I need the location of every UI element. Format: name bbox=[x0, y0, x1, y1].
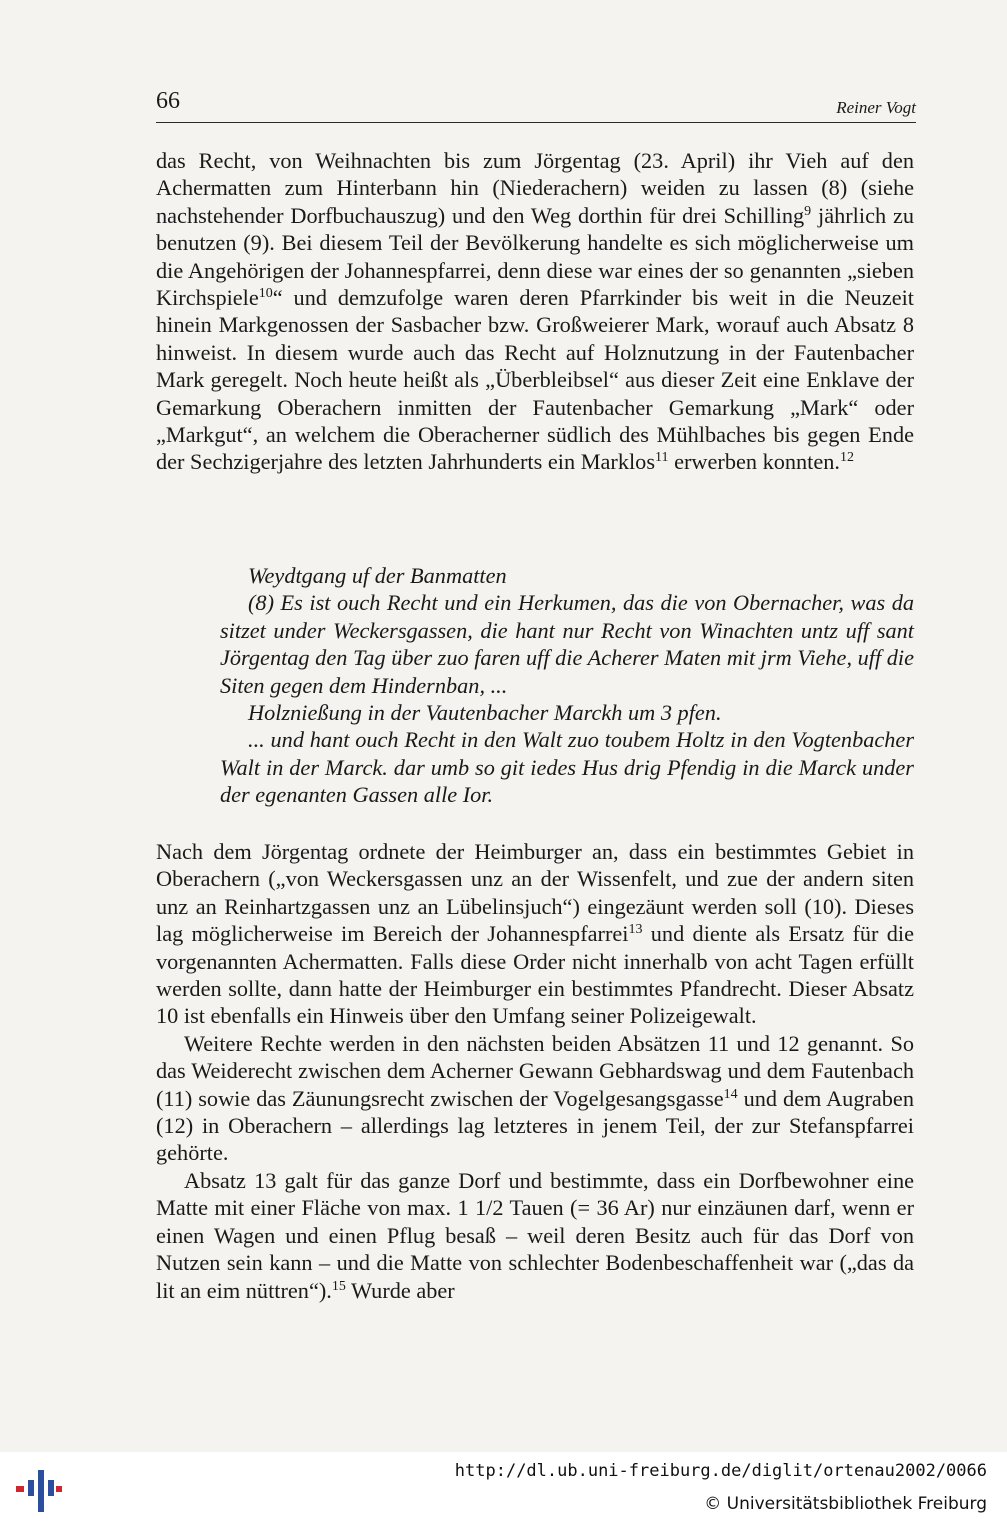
text-run: Absatz 13 galt für das ganze Dorf und bestimmte, dass ein Dorfbewohner eine Matte mit einer Fläche von max. 1 1/2 Tauen (= 36 Ar) nur einzäunen darf, wenn er einen Wagen und einen Pflug besaß – weil deren Besitz auch für das Dorf von Nutzen sein kann – und die Matte von schlechter Bodenbeschaffenheit war („das da lit an eim nüttren“). bbox=[156, 1167, 914, 1303]
body-paragraphs-2 bbox=[156, 838, 914, 1304]
text-run: jährlich zu benutzen (9). Bei diesem Teil der Bevölkerung handelte es sich möglicherweise um die Angehörigen der Johannespfarrei, denn diese war eines der so genannten „sieben Kirchspiele bbox=[156, 202, 914, 311]
ub-freiburg-logo-icon bbox=[14, 1466, 62, 1514]
quote-heading: Weydtgang uf der Banmatten bbox=[248, 563, 507, 588]
footnote-ref: 9 bbox=[804, 203, 812, 219]
footnote-ref: 13 bbox=[628, 922, 643, 938]
page-header bbox=[156, 88, 916, 123]
footnote-ref: 15 bbox=[331, 1278, 346, 1294]
text-run: das Recht, von Weihnachten bis zum Jörgentag (23. April) ihr Vieh auf den Achermatten zum Hinterbann hin (Niederachern) weiden zu lassen (8) (siehe nachstehender Dorfbuchauszug) und den Weg dorthin für drei Schilling bbox=[156, 148, 914, 228]
body-paragraph-1 bbox=[156, 147, 914, 476]
footnote-ref: 12 bbox=[840, 450, 854, 466]
block-quote bbox=[220, 562, 914, 809]
body-paragraph-2 bbox=[156, 838, 914, 1030]
text-run: und diente als Ersatz für die vorgenannten Achermatten. Falls diese Order nicht innerhalb von acht Tagen erfüllt werden sollte, dann hatte der Heimburger ein bestimmtes Pfandrecht. Dieser Absatz 10 ist ebenfalls ein Hinweis über den Umfang seiner Polizeigewalt. bbox=[156, 921, 914, 1029]
quote-heading: Holznießung in der Vautenbacher Marckh um 3 pfen. bbox=[248, 700, 722, 726]
body-paragraph-3 bbox=[156, 1030, 914, 1167]
quote-paragraph: ... und hant ouch Recht in den Walt zuo toubem Holtz in den Vogtenbacher Walt in der Marck. dar umb so git iedes Hus drig Pfendig in die Marck under der egenanten Gassen alle Ior. bbox=[220, 727, 914, 808]
body-paragraph-4 bbox=[156, 1167, 914, 1304]
footnote-ref: 14 bbox=[723, 1086, 738, 1102]
text-run: und dem Augraben (12) in Oberachern – allerdings lag letzteres in jenem Teil, der zur Stefanspfarrei gehörte. bbox=[156, 1085, 914, 1166]
running-head-author: Reiner Vogt bbox=[836, 98, 916, 117]
permalink-link[interactable]: http://dl.ub.uni-freiburg.de/diglit/ortenau2002/0066 bbox=[454, 1461, 987, 1481]
text-run: Wurde aber bbox=[345, 1277, 455, 1303]
text-run: Nach dem Jörgentag ordnete der Heimburger an, dass ein bestimmtes Gebiet in Oberachern („von Weckersgassen unz an der Wissenfelt, und zue der andern siten unz an Reinhartzgassen unz an Lübelinsjuch“) eingezäunt werden soll (10). Dieses lag möglicherweise im Bereich der Johannespfarrei bbox=[156, 839, 914, 947]
footnote-ref: 11 bbox=[655, 450, 669, 466]
page-number: 66 bbox=[156, 88, 180, 114]
text-run: erwerben konnten. bbox=[668, 449, 840, 475]
text-run: “ und demzufolge waren deren Pfarrkinder bis weit in die Neuzeit hinein Markgenossen der Sasbacher bzw. Großweierer Mark, worauf auch Absatz 8 hinweist. In diesem wurde auch das Recht auf Holznutzung in der Fautenbacher Mark geregelt. Noch heute heißt als „Überbleibsel“ aus dieser Zeit eine Enklave der Gemarkung Oberachern inmitten der Fautenbacher Gemarkung „Mark“ oder „Markgut“, an welchem die Oberacherner südlich des Mühlbaches bis gegen Ende der Sechzigerjahre des letzten Jahrhunderts ein Marklos bbox=[156, 285, 914, 475]
quote-paragraph: (8) Es ist ouch Recht und ein Herkumen, das die von Obernacher, was da sitzet under Weckersgassen, die hant nur Recht von Winachten untz uff sant Jörgentag den Tag über zuo faren uff die Acherer Maten mit jrm Viehe, uff die Siten gegen dem Hindernban, ... bbox=[220, 590, 914, 698]
copyright-notice: © Universitätsbibliothek Freiburg bbox=[704, 1494, 987, 1514]
viewer-footer bbox=[0, 1452, 1007, 1525]
footnote-ref: 10 bbox=[258, 286, 273, 302]
text-run: Weitere Rechte werden in den nächsten beiden Absätzen 11 und 12 genannt. So das Weiderecht zwischen dem Acherner Gewann Gebhardswag und dem Fautenbach (11) sowie das Zäunungsrecht zwischen der Vogelgesangsgasse bbox=[156, 1030, 914, 1111]
